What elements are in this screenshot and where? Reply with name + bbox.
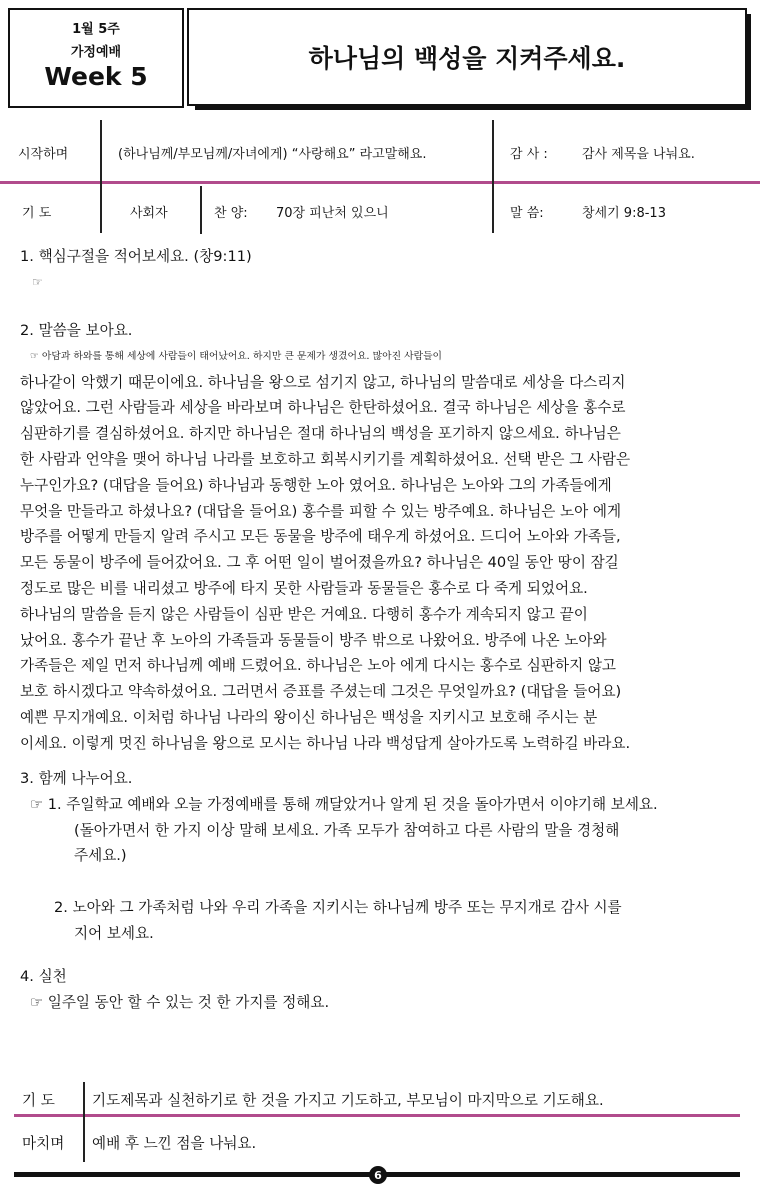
word-line: ☞ 아담과 하와를 통해 세상에 사람들이 태어났어요. 하지만 큰 문제가 생겼어요. 많아진 사람들이: [30, 350, 443, 362]
title-box: [187, 8, 747, 106]
thanks-label: 감 사 :: [510, 146, 548, 162]
word-line: 났어요. 홍수가 끝난 후 노아의 가족들과 동물들이 방주 밖으로 나왔어요. 방주에 나온 노아와: [20, 631, 607, 649]
share-q1-line1: ☞ 1. 주일학교 예배와 오늘 가정예배를 통해 깨달았거나 알게 된 것을 돌아가면서 이야기해 보세요.: [30, 795, 658, 813]
page-title: 하나님의 백성을 지켜주세요.: [308, 44, 626, 73]
share-heading: 3. 함께 나누어요.: [20, 770, 133, 787]
share-q2-line2: 지어 보세요.: [74, 924, 154, 942]
section-word: [20, 318, 748, 757]
word-line: 모든 동물이 방주에 들어갔어요. 그 후 어떤 일이 벌어졌을까요? 하나님은 40일 동안 땅이 잠길: [20, 554, 619, 572]
word-line: 방주를 어떻게 만들지 알려 주시고 모든 동물을 방주에 태우게 하셨어요. 드디어 노아와 가족들,: [20, 528, 621, 546]
word-label: 말 씀:: [510, 205, 544, 221]
word-line: 예쁜 무지개예요. 이처럼 하나님 나라의 왕이신 하나님은 백성을 지키시고 보호해 주시는 분: [20, 708, 598, 726]
thanks-value: 감사 제목을 나눠요.: [582, 146, 695, 162]
word-line: 무엇을 만들라고 하셨나요? (대답을 들어요) 홍수를 피할 수 있는 방주예요. 하나님은 노아 에게: [20, 502, 622, 520]
word-line: 하나같이 악했기 때문이에요. 하나님을 왕으로 섬기지 않고, 하나님의 말씀대로 세상을 다스리지: [20, 373, 626, 391]
word-body: [20, 344, 748, 757]
word-value: 창세기 9:8-13: [582, 205, 666, 221]
leader-label: 사회자: [130, 205, 168, 221]
share-q1-line2: (돌아가면서 한 가지 이상 말해 보세요. 가족 모두가 참여하고 다른 사람의 말을 경청해: [74, 821, 620, 839]
worship-type: 가정예배: [70, 45, 122, 60]
section-share: [20, 766, 750, 947]
word-line: 한 사람과 언약을 맺어 하나님 나라를 보호하고 회복시키기를 계획하셨어요. 선택 받은 그 사람은: [20, 450, 631, 468]
practice-line: ☞ 일주일 동안 할 수 있는 것 한 가지를 정해요.: [30, 993, 330, 1011]
info-vline-2: [200, 186, 202, 234]
footer-close-text: 예배 후 느낀 점을 나눠요.: [92, 1135, 257, 1152]
footer-prayer-label: 기 도: [22, 1092, 55, 1109]
word-line: 심판하기를 결심하셨어요. 하지만 하나님은 절대 하나님의 백성을 포기하지 않으세요. 하나님은: [20, 425, 621, 443]
practice-heading: 4. 실천: [20, 968, 67, 985]
hymn-label: 찬 양:: [214, 205, 248, 221]
page-number-badge: [369, 1166, 387, 1184]
info-vline-1: [100, 120, 102, 233]
info-row-start: [0, 122, 760, 182]
pointer-icon: ☞: [32, 274, 43, 289]
word-line: 정도로 많은 비를 내리셨고 방주에 타지 못한 사람들과 동물들은 홍수로 다 죽게 되었어요.: [20, 579, 588, 597]
share-q1-line3: 주세요.): [74, 847, 127, 865]
info-divider: [0, 181, 760, 184]
footer-vline: [83, 1082, 85, 1162]
info-row-prayer: [0, 186, 760, 236]
week-info-box: [8, 8, 184, 108]
word-line: 않았어요. 그런 사람들과 세상을 바라보며 하나님은 한탄하셨어요. 결국 하나님은 세상을 홍수로: [20, 399, 626, 417]
hymn-value: 70장 피난처 있으니: [276, 205, 389, 221]
footer-close-row: [14, 1120, 740, 1160]
info-vline-3: [492, 120, 494, 233]
word-line: 하나님의 말씀을 듣지 않은 사람들이 심판 받은 거예요. 다행히 홍수가 계속되지 않고 끝이: [20, 605, 588, 623]
footer-prayer-row: [14, 1082, 740, 1116]
footer-close-label: 마치며: [22, 1135, 65, 1152]
page-number: 6: [374, 1168, 382, 1182]
prayer-label: 기 도: [22, 205, 52, 221]
key-verse-heading: 1. 핵심구절을 적어보세요. (창9:11): [20, 248, 252, 265]
week-date: 1월 5주: [72, 22, 120, 37]
start-content: (하나님께/부모님께/자녀에게) “사랑해요” 라고말해요.: [118, 146, 427, 162]
week-number: Week 5: [44, 62, 148, 91]
word-line: 보호 하시겠다고 약속하셨어요. 그러면서 증표를 주셨는데 그것은 무엇일까요? (대답을 들어요): [20, 683, 622, 701]
word-line: 이세요. 이렇게 멋진 하나님을 왕으로 모시는 하나님 나라 백성답게 살아가도록 노력하길 바라요.: [20, 734, 631, 752]
section-practice: [20, 964, 750, 1016]
word-heading: 2. 말씀을 보아요.: [20, 322, 133, 339]
footer-divider: [14, 1114, 740, 1117]
word-line: 누구인가요? (대답을 들어요) 하나님과 동행한 노아 였어요. 하나님은 노아와 그의 가족들에게: [20, 476, 612, 494]
start-label: 시작하며: [18, 146, 69, 162]
section-key-verse: [20, 244, 750, 296]
footer-prayer-text: 기도제목과 실천하기로 한 것을 가지고 기도하고, 부모님이 마지막으로 기도해요.: [92, 1092, 604, 1109]
word-line: 가족들은 제일 먼저 하나님께 예배 드렸어요. 하나님은 노아 에게 다시는 홍수로 심판하지 않고: [20, 657, 617, 675]
share-q2-line1: 2. 노아와 그 가족처럼 나와 우리 가족을 지키시는 하나님께 방주 또는 무지개로 감사 시를: [54, 899, 622, 917]
